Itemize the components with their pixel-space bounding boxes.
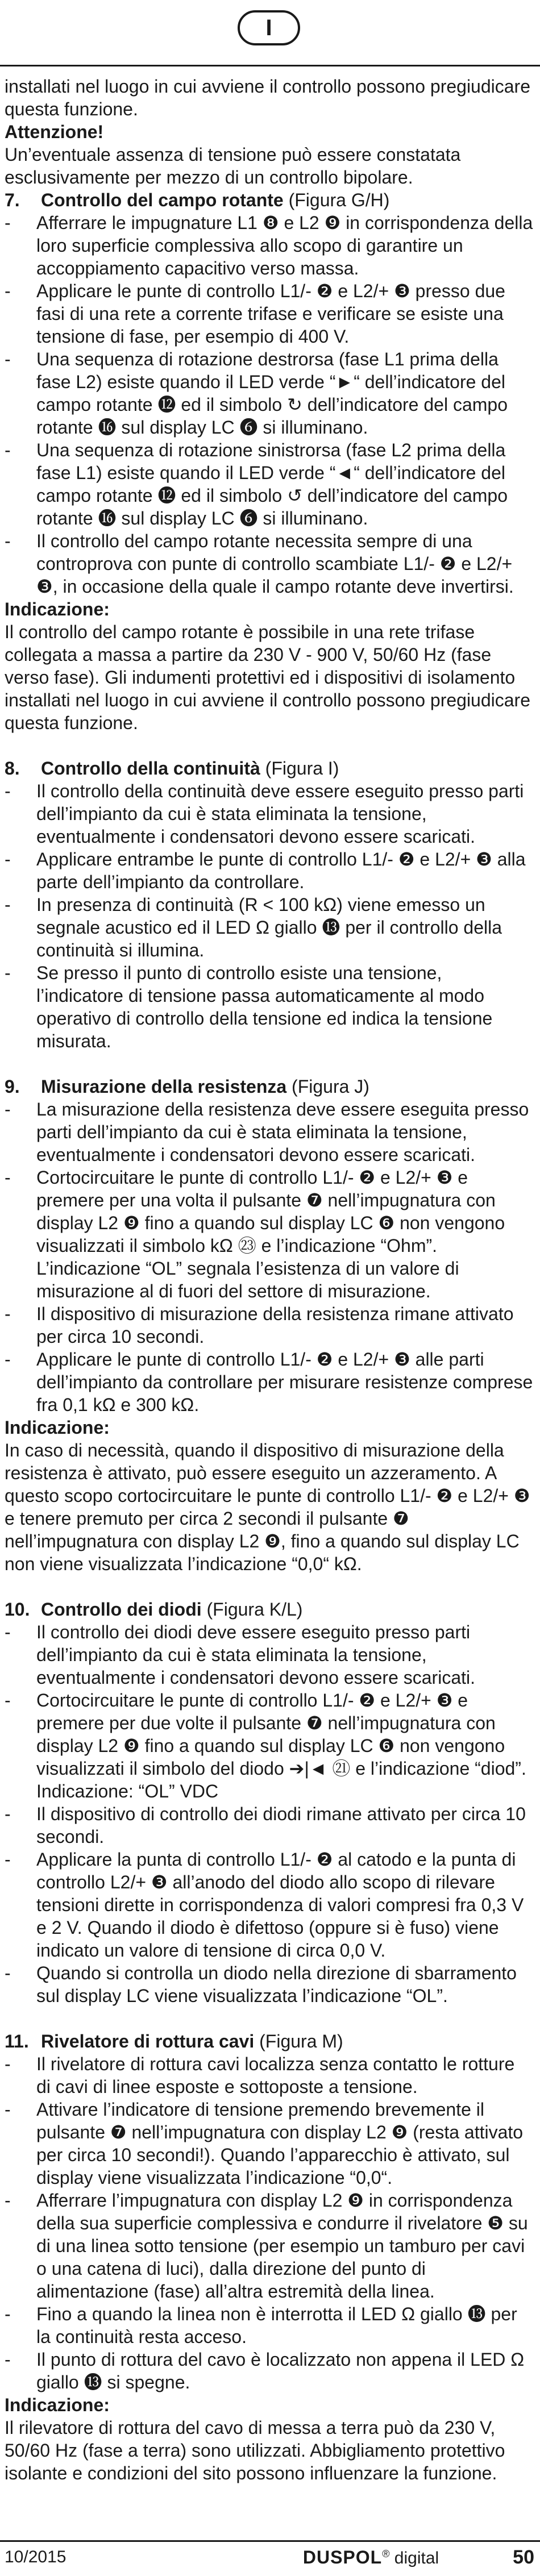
figure-reference: (Figura G/H): [288, 190, 390, 210]
top-rule: [0, 65, 540, 66]
instruction-item: - Applicare la punta di controllo L1/- ❷ al catodo e la punta di controllo L2/+ ❸ all’anodo del diodo allo scopo di rilevare tensioni dirette in corrispondenza di valori compresi fra 0,3 V e 2 V. Quando il diodo è difettoso (oppure si è fuso) viene indicato un valore di tensione di circa 0,0 V.: [5, 1848, 533, 1962]
instruction-item: - Una sequenza di rotazione sinistrorsa (fase L2 prima della fase L1) esiste quando il LED verde “◄“ dell’indicatore del campo rotante ⓬ ed il simbolo ↺ dell’indicatore del campo rotante ⓰ sul display LC ❻ si illuminano.: [5, 439, 533, 530]
instruction-item: - Il dispositivo di controllo dei diodi rimane attivato per circa 10 secondi.: [5, 1803, 533, 1848]
page-footer: [5, 2546, 534, 2569]
instruction-item: - Il rivelatore di rottura cavi localizza senza contatto le rotture di cavi di linee esposte e sottoposte a tensione.: [5, 2053, 533, 2098]
instruction-list: [5, 1621, 533, 2007]
footer-registered-mark: ®: [382, 2548, 390, 2560]
instruction-item: - Fino a quando la linea non è interrotta il LED Ω giallo ⓭ per la continuità resta acceso.: [5, 2303, 533, 2348]
intro-paragraph: Un’eventuale assenza di tensione può essere constatata esclusivamente per mezzo di un controllo bipolare.: [5, 144, 461, 188]
section-11: [5, 2030, 533, 2485]
section-heading: [5, 1598, 533, 1621]
note-text: Il rilevatore di rottura del cavo di messa a terra può da 230 V, 50/60 Hz (fase a terra) sono utilizzati. Abbigliamento protettivo isolante e condizioni del sito possono influenzare la funzione.: [5, 2417, 505, 2483]
section-7: [5, 189, 533, 734]
intro-paragraph: installati nel luogo in cui avviene il controllo possono pregiudicare questa funzione.: [5, 76, 530, 119]
instruction-list: [5, 2053, 533, 2394]
figure-reference: (Figura I): [265, 758, 339, 779]
instruction-item: - Il controllo della continuità deve essere eseguito presso parti dell’impianto da cui è stata eliminata la tensione, eventualmente i condensatori devono essere scaricati.: [5, 780, 533, 848]
section-title: Misurazione della resistenza: [41, 1076, 287, 1097]
instruction-item: - Quando si controlla un diodo nella direzione di sbarramento sul display LC viene visualizzata l’indicazione “OL”.: [5, 1962, 533, 2007]
section-heading: [5, 757, 533, 780]
sections-container: [5, 189, 533, 2485]
footer-brand: DUSPOL: [302, 2546, 383, 2567]
instruction-item: - Applicare entrambe le punte di controllo L1/- ❷ e L2/+ ❸ alla parte dell’impianto da controllare.: [5, 848, 533, 893]
language-badge: I: [238, 10, 300, 45]
footer-product-suffix: digital: [389, 2548, 439, 2567]
footer-date: 10/2015: [5, 2548, 67, 2566]
section-number: 10.: [5, 1599, 30, 1620]
section-heading: [5, 189, 533, 211]
note-text: Il controllo del campo rotante è possibile in una rete trifase collegata a massa a partire da 230 V - 900 V, 50/60 Hz (fase verso fase). Gli indumenti protettivi ed i dispositivi di isolamento installati nel luogo in cui avviene il controllo possono pregiudicare questa funzione.: [5, 622, 530, 733]
bottom-rule: [0, 2540, 540, 2542]
instruction-item: - Afferrare le impugnature L1 ❽ e L2 ❾ in corrispondenza della loro superficie complessiva allo scopo di garantire un accoppiamento capacitivo verso massa.: [5, 211, 533, 280]
figure-reference: (Figura M): [259, 2031, 343, 2051]
section-title: Controllo del campo rotante: [41, 190, 284, 210]
instruction-item: - Il dispositivo di misurazione della resistenza rimane attivato per circa 10 secondi.: [5, 1302, 533, 1348]
section-number: 9.: [5, 1076, 20, 1097]
instruction-list: [5, 211, 533, 598]
section-number: 11.: [5, 2031, 29, 2051]
page-number: 50: [513, 2546, 534, 2568]
instruction-item: - La misurazione della resistenza deve essere eseguita presso parti dell’impianto da cui è stata eliminata la tensione, eventualmente i condensatori devono essere scaricati.: [5, 1098, 533, 1166]
instruction-item: - Afferrare l’impugnatura con display L2 ❾ in corrispondenza della sua superficie complessiva e condurre il rivelatore ❺ su di una linea sotto tensione (per esempio un tamburo per cavi o una catena di luci), dalla direzione del punto di alimentazione (fase) all’altra estremità della linea.: [5, 2189, 533, 2303]
section-title: Rivelatore di rottura cavi: [41, 2031, 255, 2051]
section-number: 7.: [5, 190, 20, 210]
intro-text: [5, 75, 533, 189]
note-label: Indicazione:: [5, 599, 110, 619]
instruction-item: - In presenza di continuità (R < 100 kΩ) viene emesso un segnale acustico ed il LED Ω giallo ⓭ per il controllo della continuità si illumina.: [5, 893, 533, 962]
instruction-item: - Applicare le punte di controllo L1/- ❷ e L2/+ ❸ presso due fasi di una rete a corrente trifase e verificare se esiste una tensione di fase, per esempio di 400 V.: [5, 280, 533, 348]
note-label: Indicazione:: [5, 1417, 110, 1438]
section-10: [5, 1598, 533, 2007]
page-content: [5, 75, 533, 2485]
section-9: [5, 1075, 533, 1575]
instruction-item: - Applicare le punte di controllo L1/- ❷ e L2/+ ❸ alle parti dell’impianto da controllare per misurare resistenze comprese fra 0,1 kΩ e 300 kΩ.: [5, 1348, 533, 1416]
instruction-item: - Il punto di rottura del cavo è localizzato non appena il LED Ω giallo ⓭ si spegne.: [5, 2348, 533, 2394]
note-label: Indicazione:: [5, 2395, 110, 2415]
instruction-item: - Cortocircuitare le punte di controllo L1/- ❷ e L2/+ ❸ e premere per due volte il pulsante ❼ nell’impugnatura con display L2 ❾ fino a quando sul display LC ❻ non vengono visualizzati il simbolo del diodo ➔|◄ ㉑ e l’indicazione “diod”. Indicazione: “OL” VDC: [5, 1689, 533, 1803]
instruction-item: - Il controllo dei diodi deve essere eseguito presso parti dell’impianto da cui è stata eliminata la tensione, eventualmente i condensatori devono essere scaricati.: [5, 1621, 533, 1689]
section-title: Controllo dei diodi: [41, 1599, 202, 1620]
instruction-list: [5, 1098, 533, 1416]
section-heading: [5, 2030, 533, 2053]
note-text: In caso di necessità, quando il dispositivo di misurazione della resistenza è attivato, può essere eseguito un azzeramento. A questo scopo cortocircuitare le punte di controllo L1/- ❷ e L2/+ ❸ e tenere premuto per circa 2 secondi il pulsante ❼ nell’impugnatura con display L2 ❾, fino a quando sul display LC non viene visualizzata l’indicazione “0,0“ kΩ.: [5, 1440, 530, 1574]
instruction-item: - Una sequenza di rotazione destrorsa (fase L1 prima della fase L2) esiste quando il LED verde “►“ dell’indicatore del campo rotante ⓬ ed il simbolo ↻ dell’indicatore del campo rotante ⓰ sul display LC ❻ si illuminano.: [5, 348, 533, 439]
section-heading: [5, 1075, 533, 1098]
figure-reference: (Figura J): [292, 1076, 369, 1097]
instruction-item: - Cortocircuitare le punte di controllo L1/- ❷ e L2/+ ❸ e premere per una volta il pulsante ❼ nell’impugnatura con display L2 ❾ fino a quando sul display LC ❻ non vengono visualizzati il simbolo kΩ ㉓ e l’indicazione “Ohm”. L’indicazione “OL” segnala l’esistenza di un valore di misurazione al di fuori del settore di misurazione.: [5, 1166, 533, 1302]
instruction-list: [5, 780, 533, 1052]
section-title: Controllo della continuità: [41, 758, 260, 779]
section-number: 8.: [5, 758, 20, 779]
section-8: [5, 757, 533, 1052]
instruction-item: - Attivare l’indicatore di tensione premendo brevemente il pulsante ❼ nell’impugnatura con display L2 ❾ (resta attivato per circa 10 secondi!). Quando l’apparecchio è attivato, sul display viene visualizzata l’indicazione “0,0“.: [5, 2098, 533, 2189]
figure-reference: (Figura K/L): [206, 1599, 303, 1620]
instruction-item: - Se presso il punto di controllo esiste una tensione, l’indicatore di tensione passa automaticamente al modo operativo di controllo della tensione ed indica la tensione misurata.: [5, 962, 533, 1052]
instruction-item: - Il controllo del campo rotante necessita sempre di una controprova con punte di controllo scambiate L1/- ❷ e L2/+ ❸, in occasione della quale il campo rotante deve invertirsi.: [5, 530, 533, 598]
footer-product: [66, 2547, 513, 2568]
warning-label: Attenzione!: [5, 122, 104, 142]
